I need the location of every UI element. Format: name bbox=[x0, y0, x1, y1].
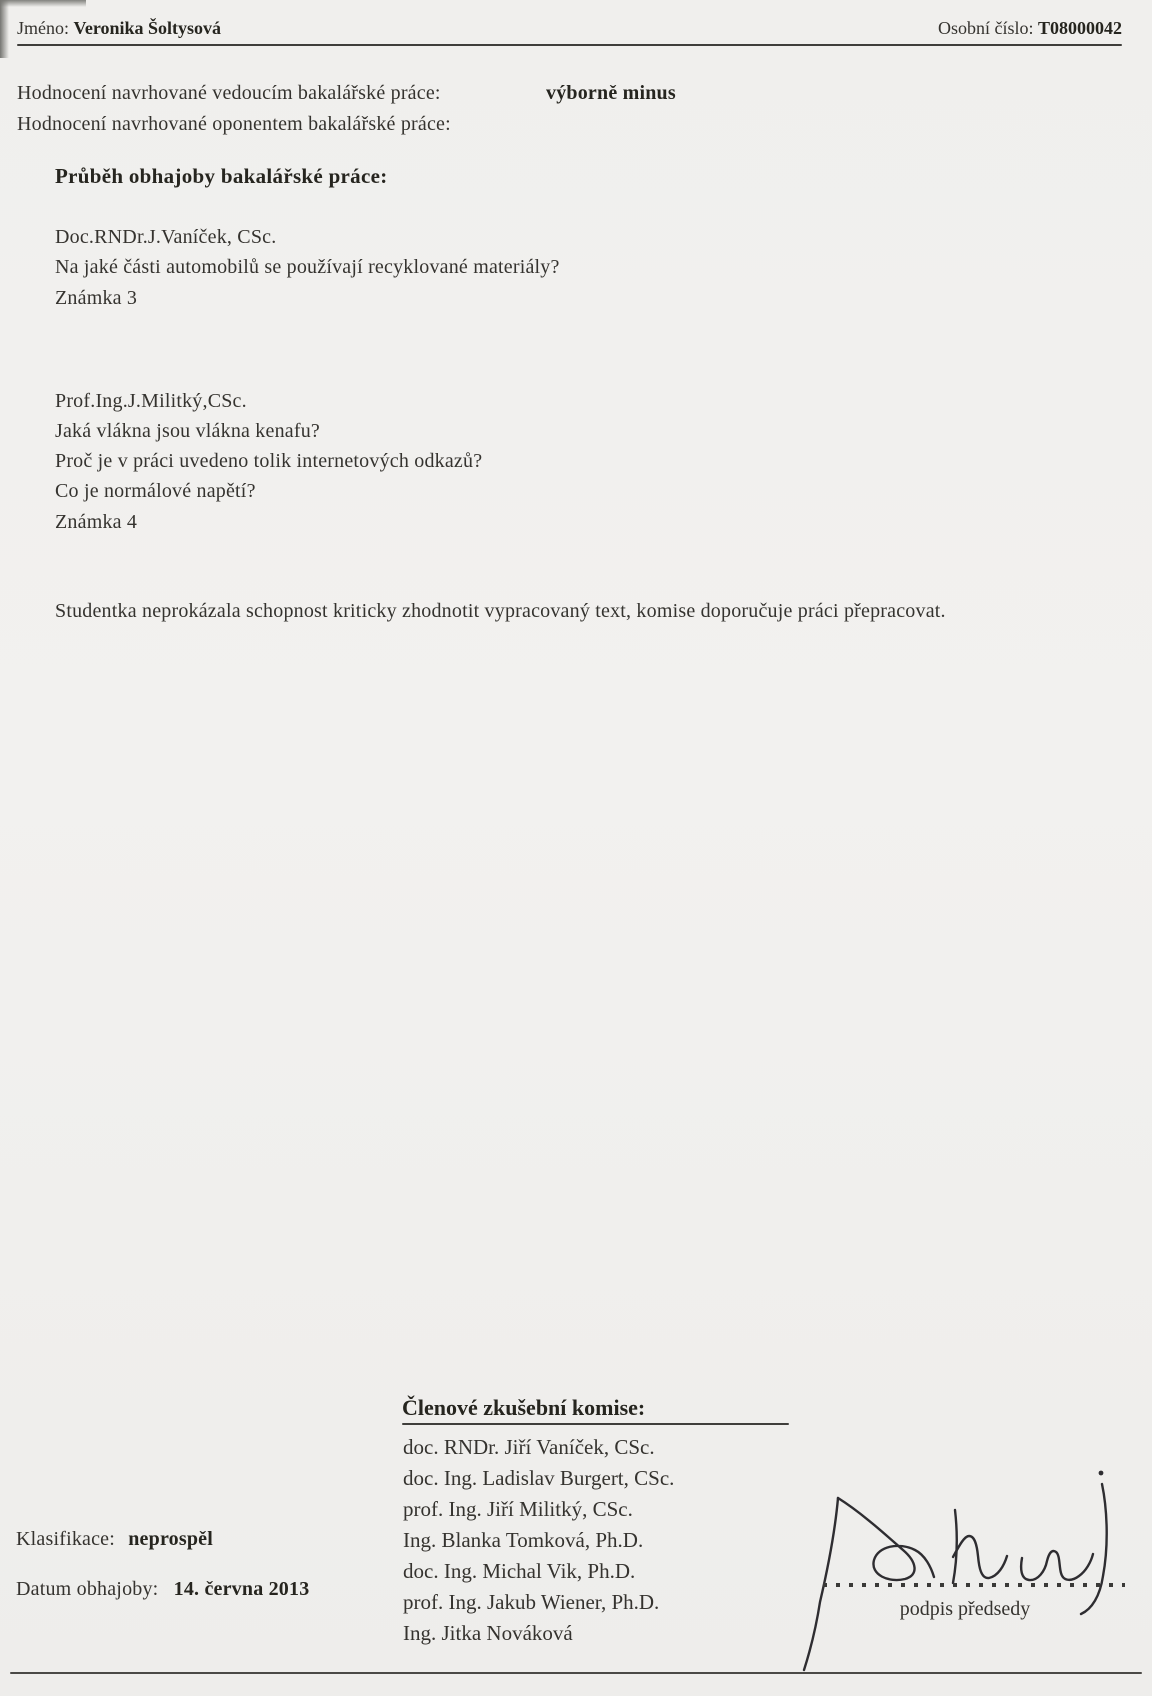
committee-member: doc. Ing. Michal Vik, Ph.D. bbox=[403, 1559, 636, 1583]
committee-heading: Členové zkušební komise: bbox=[402, 1395, 646, 1420]
examiner-question: Na jaké části automobilů se používají recyklované materiály? bbox=[55, 256, 560, 278]
classification-label: Klasifikace: bbox=[16, 1528, 116, 1550]
committee-member: prof. Ing. Jakub Wiener, Ph.D. bbox=[403, 1590, 660, 1614]
defense-heading: Průběh obhajoby bakalářské práce: bbox=[55, 164, 388, 188]
classification-value: neprospěl bbox=[128, 1528, 214, 1550]
supervisor-evaluation-label: Hodnocení navrhované vedoucím bakalářské práce: bbox=[17, 82, 441, 104]
defense-conclusion: Studentka neprokázala schopnost kriticky zhodnotit vypracovaný text, komise doporučuje práci přepracovat. bbox=[55, 600, 946, 622]
signature-caption: podpis předsedy bbox=[899, 1598, 1031, 1620]
signature-area bbox=[750, 1440, 1152, 1696]
committee-member: doc. RNDr. Jiří Vaníček, CSc. bbox=[403, 1435, 655, 1459]
committee-member-list bbox=[403, 1432, 674, 1649]
header-divider bbox=[17, 44, 1122, 46]
supervisor-evaluation-value: výborně minus bbox=[546, 82, 676, 104]
personal-number-value: T08000042 bbox=[1037, 18, 1122, 38]
footer-divider bbox=[10, 1672, 1142, 1674]
signature-dotted-line bbox=[823, 1583, 1125, 1587]
scan-artifact-top-edge bbox=[0, 0, 86, 7]
examiner-grade: Známka 4 bbox=[55, 511, 138, 533]
scan-artifact-left-edge bbox=[0, 0, 9, 58]
chairman-signature-ink bbox=[750, 1440, 1152, 1696]
defense-date-value: 14. června 2013 bbox=[173, 1578, 310, 1600]
header-personal-number bbox=[938, 18, 1122, 39]
name-value: Veronika Šoltysová bbox=[73, 18, 222, 38]
examiner-name: Doc.RNDr.J.Vaníček, CSc. bbox=[55, 226, 277, 248]
committee-heading-underline bbox=[402, 1423, 789, 1425]
examiner-grade: Známka 3 bbox=[55, 287, 138, 309]
classification-line bbox=[16, 1528, 213, 1551]
opponent-evaluation-label: Hodnocení navrhované oponentem bakalářské práce: bbox=[17, 113, 451, 135]
committee-member: Ing. Blanka Tomková, Ph.D. bbox=[403, 1528, 644, 1552]
examiner-question: Proč je v práci uvedeno tolik internetových odkazů? bbox=[55, 450, 483, 472]
examiner-question: Jaká vlákna jsou vlákna kenafu? bbox=[55, 420, 320, 442]
header-name bbox=[17, 18, 221, 39]
name-label: Jméno: bbox=[17, 18, 69, 38]
examiner-question: Co je normálové napětí? bbox=[55, 480, 256, 502]
examiner-name: Prof.Ing.J.Militký,CSc. bbox=[55, 390, 247, 412]
committee-member: Ing. Jitka Nováková bbox=[403, 1621, 573, 1645]
committee-member: prof. Ing. Jiří Militký, CSc. bbox=[403, 1497, 633, 1521]
personal-number-label: Osobní číslo: bbox=[937, 18, 1034, 38]
defense-date-line bbox=[16, 1578, 309, 1601]
committee-member: doc. Ing. Ladislav Burgert, CSc. bbox=[403, 1466, 675, 1490]
defense-date-label: Datum obhajoby: bbox=[16, 1578, 159, 1600]
